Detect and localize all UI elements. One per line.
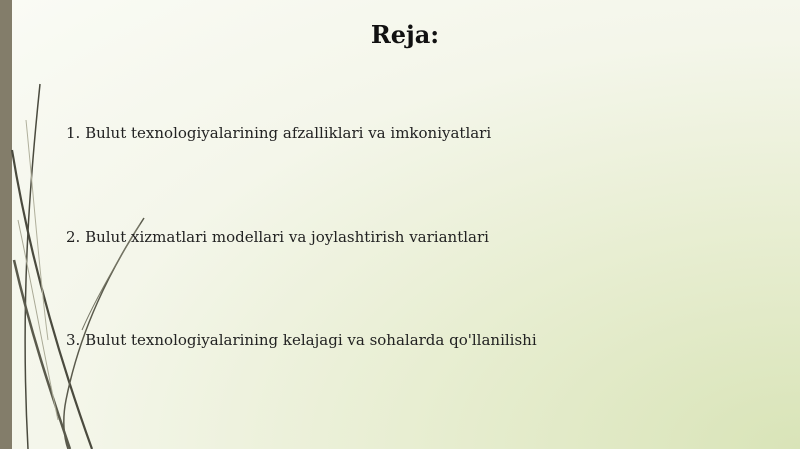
plan-item-1: 1. Bulut texnologiyalarining afzalliklari va imkoniyatlari	[66, 124, 492, 142]
plan-item-2: 2. Bulut xizmatlari modellari va joylashtirish variantlari	[66, 228, 489, 246]
grass-blade	[26, 120, 48, 340]
grass-decoration	[0, 0, 200, 449]
plan-item-3: 3. Bulut texnologiyalarining kelajagi va sohalarda qo'llanilishi	[66, 331, 537, 349]
slide-title: Reja:	[370, 20, 440, 49]
